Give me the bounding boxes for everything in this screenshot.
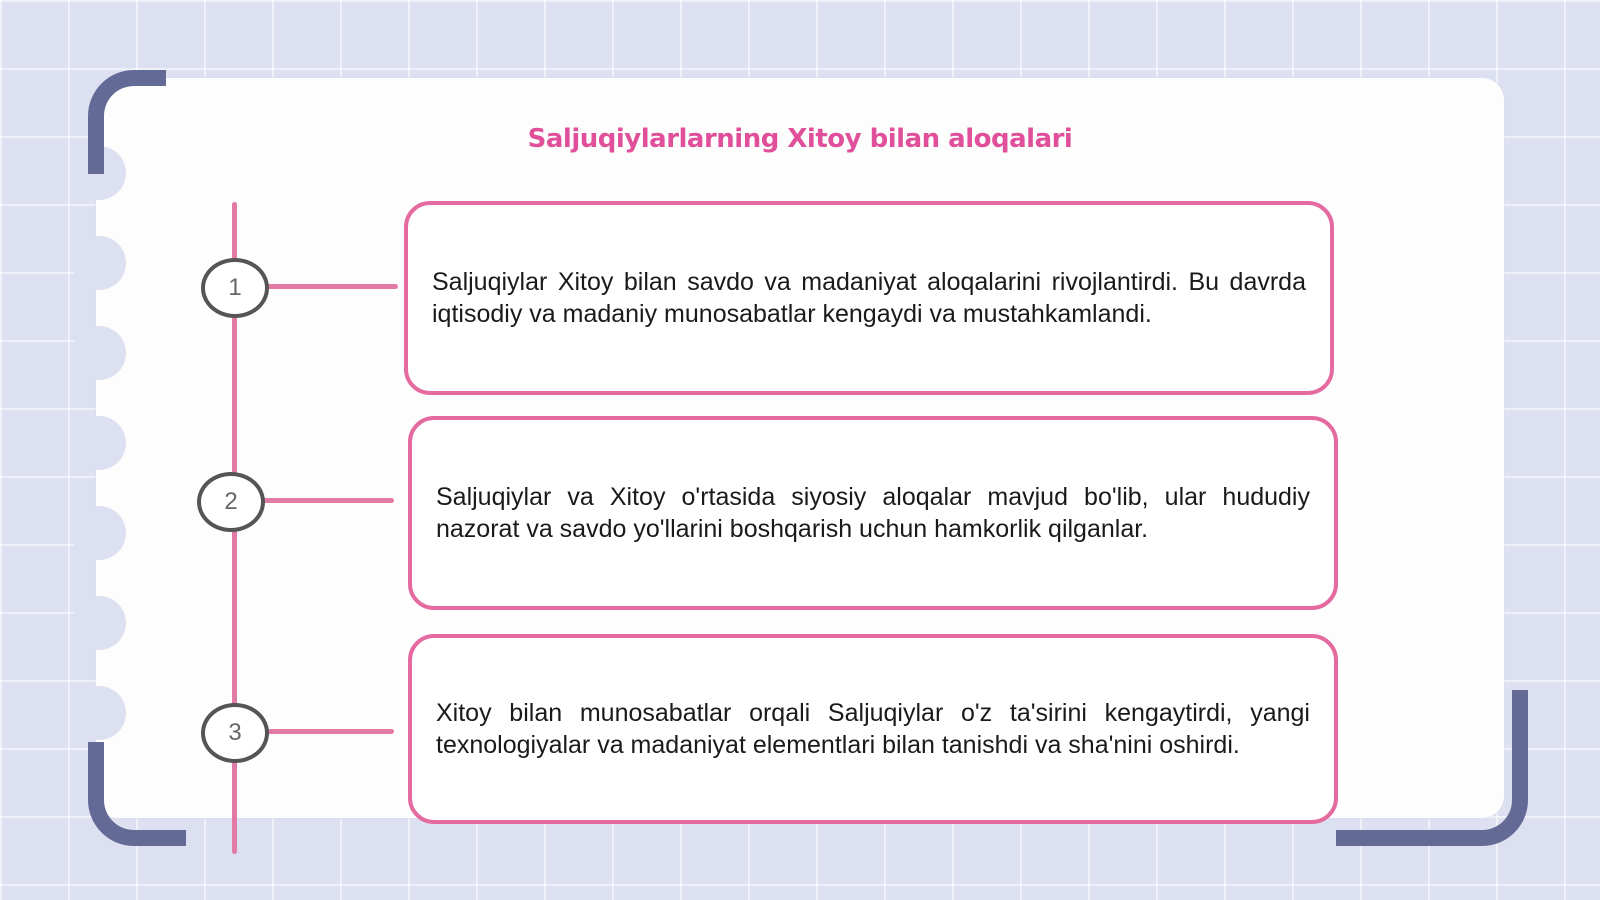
corner-bracket-top-left bbox=[88, 70, 166, 174]
notebook-scallop bbox=[72, 506, 126, 560]
step-text: Xitoy bilan munosabatlar orqali Saljuqiylar o'z ta'sirini kengaytirdi, yangi texnologiyalar va madaniyat elementlari bilan tanishdi va sha'nini oshirdi. bbox=[436, 699, 1310, 759]
timeline-connector bbox=[264, 729, 394, 734]
notebook-scallop bbox=[72, 686, 126, 740]
step-text: Saljuqiylar Xitoy bilan savdo va madaniyat aloqalarini rivojlantirdi. Bu davrda iqtisodiy va madaniy munosabatlar kengaydi va mustahkamlandi. bbox=[432, 268, 1306, 328]
step-number-badge: 3 bbox=[201, 703, 269, 763]
step-card bbox=[408, 634, 1338, 824]
corner-bracket-bottom-left bbox=[88, 742, 186, 846]
step-card bbox=[404, 201, 1334, 395]
step-text: Saljuqiylar va Xitoy o'rtasida siyosiy aloqalar mavjud bo'lib, ular hududiy nazorat va savdo yo'llarini boshqarish uchun hamkorlik qilganlar. bbox=[436, 483, 1310, 543]
timeline-connector bbox=[260, 498, 394, 503]
notebook-scallop bbox=[72, 596, 126, 650]
notebook-scallop bbox=[72, 326, 126, 380]
timeline-connector bbox=[264, 284, 398, 289]
slide-title: Saljuqiylarlarning Xitoy bilan aloqalari bbox=[527, 124, 1073, 154]
notebook-scallop bbox=[72, 236, 126, 290]
step-number-badge: 2 bbox=[197, 472, 265, 532]
notebook-scallop bbox=[72, 416, 126, 470]
step-number-badge: 1 bbox=[201, 258, 269, 318]
corner-bracket-bottom-right bbox=[1336, 690, 1528, 846]
step-card bbox=[408, 416, 1338, 610]
